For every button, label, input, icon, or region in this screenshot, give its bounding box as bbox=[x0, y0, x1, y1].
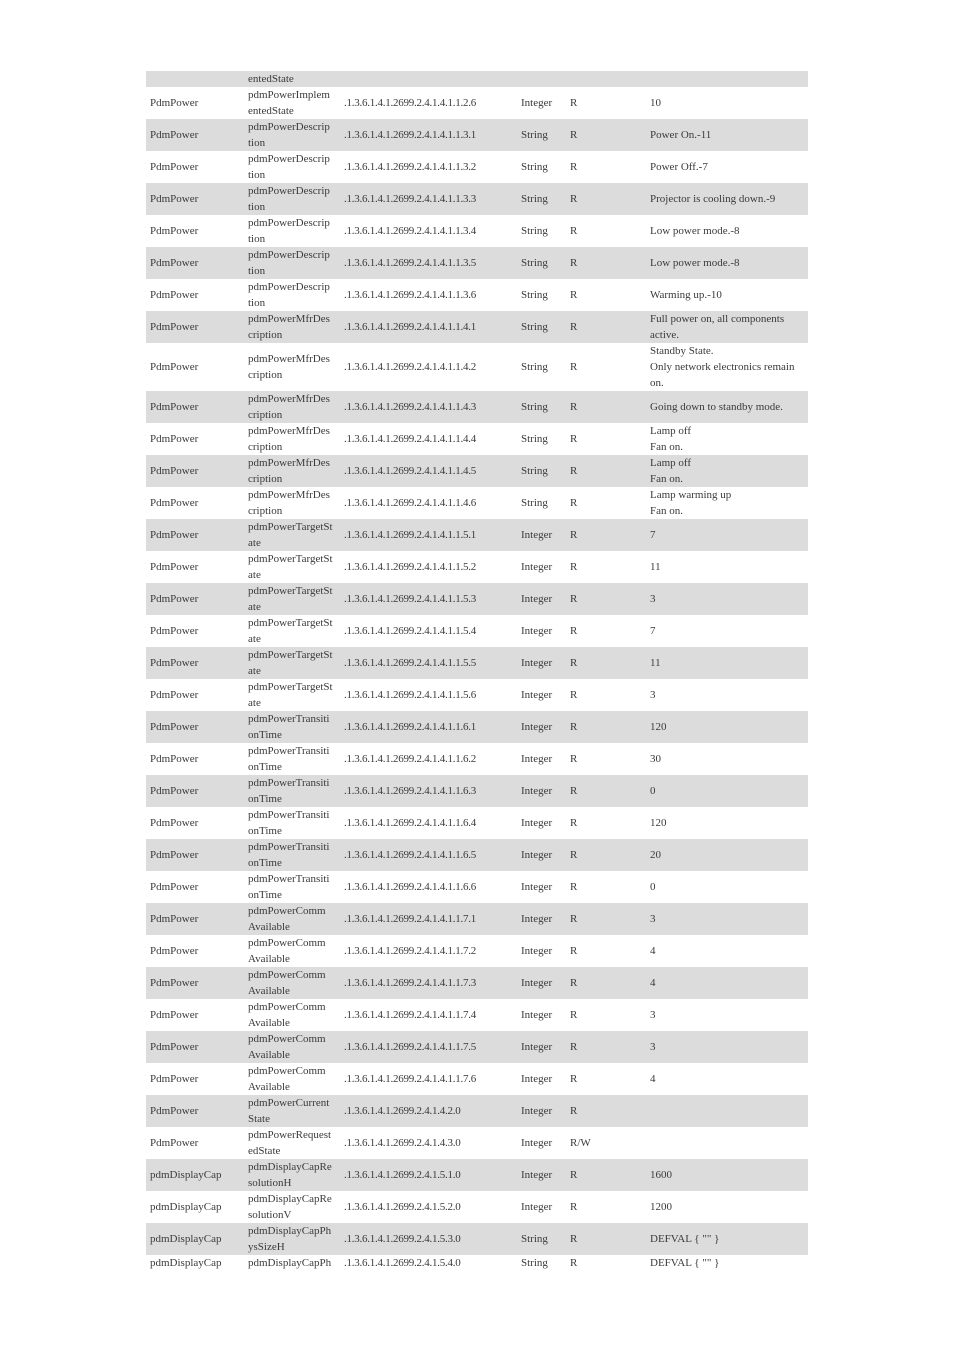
oid-cell: .1.3.6.1.4.1.2699.2.4.1.4.1.1.5.3 bbox=[340, 583, 517, 615]
type-cell: Integer bbox=[521, 1009, 553, 1021]
type-cell: Integer bbox=[521, 1073, 553, 1085]
table-row bbox=[146, 1127, 808, 1159]
oid-cell: .1.3.6.1.4.1.2699.2.4.1.4.1.1.4.5 bbox=[340, 455, 517, 487]
table-row bbox=[146, 71, 808, 87]
object-name-cell: pdmPowerTransiti onTime bbox=[248, 873, 330, 901]
group-cell: PdmPower bbox=[146, 583, 244, 615]
oid-cell: .1.3.6.1.4.1.2699.2.4.1.4.1.1.6.4 bbox=[344, 817, 476, 829]
access-cell: R bbox=[570, 753, 578, 765]
group-cell: PdmPower bbox=[146, 183, 244, 215]
oid-cell: .1.3.6.1.4.1.2699.2.4.1.4.1.1.5.1 bbox=[340, 519, 517, 551]
object-name-cell: pdmPowerRequest edState bbox=[248, 1129, 332, 1157]
value-cell: Lamp off Fan on. bbox=[646, 455, 808, 487]
value-cell: 7 bbox=[646, 519, 808, 551]
value-cell: 4 bbox=[646, 967, 808, 999]
type-cell: Integer bbox=[517, 839, 566, 871]
table-row bbox=[146, 679, 808, 711]
type-cell: String bbox=[521, 289, 548, 301]
type-cell: Integer bbox=[517, 967, 566, 999]
type-cell: String bbox=[521, 361, 548, 373]
value-cell: Low power mode.-8 bbox=[650, 225, 740, 237]
object-name-cell: pdmDisplayCapPh bbox=[248, 1257, 332, 1269]
object-name-cell: pdmPowerMfrDes cription bbox=[244, 391, 340, 423]
type-cell: Integer bbox=[521, 817, 553, 829]
group-cell: PdmPower bbox=[146, 775, 244, 807]
table-row bbox=[146, 1223, 808, 1255]
table-row bbox=[146, 279, 808, 311]
object-name-cell: pdmPowerMfrDes cription bbox=[248, 489, 330, 517]
group-cell: PdmPower bbox=[146, 119, 244, 151]
table-row bbox=[146, 343, 808, 391]
group-cell: PdmPower bbox=[150, 97, 199, 109]
access-cell: R bbox=[566, 1031, 646, 1063]
group-cell: PdmPower bbox=[150, 361, 199, 373]
access-cell: R bbox=[566, 1095, 646, 1127]
table-row bbox=[146, 311, 808, 343]
access-cell: R bbox=[570, 561, 578, 573]
group-cell: PdmPower bbox=[150, 1137, 199, 1149]
value-cell: 0 bbox=[650, 881, 656, 893]
access-cell: R bbox=[566, 839, 646, 871]
oid-cell: .1.3.6.1.4.1.2699.2.4.1.5.2.0 bbox=[344, 1201, 461, 1213]
table-row bbox=[146, 423, 808, 455]
oid-cell: .1.3.6.1.4.1.2699.2.4.1.4.1.1.4.2 bbox=[344, 361, 476, 373]
group-cell: pdmDisplayCap bbox=[150, 1201, 222, 1213]
object-name-cell: pdmPowerTransiti onTime bbox=[244, 775, 340, 807]
oid-cell: .1.3.6.1.4.1.2699.2.4.1.5.3.0 bbox=[340, 1223, 517, 1255]
table-row bbox=[146, 119, 808, 151]
object-name-cell: pdmPowerTransiti onTime bbox=[248, 745, 330, 773]
type-cell: Integer bbox=[517, 775, 566, 807]
group-cell: PdmPower bbox=[150, 689, 199, 701]
type-cell: Integer bbox=[521, 1201, 553, 1213]
type-cell bbox=[517, 71, 566, 87]
value-cell: Projector is cooling down.-9 bbox=[646, 183, 808, 215]
access-cell: R bbox=[570, 1201, 578, 1213]
type-cell: Integer bbox=[517, 647, 566, 679]
object-name-cell: pdmDisplayCapRe solutionV bbox=[248, 1193, 332, 1221]
value-cell: 0 bbox=[646, 775, 808, 807]
access-cell: R bbox=[566, 583, 646, 615]
value-cell: Warming up.-10 bbox=[650, 289, 722, 301]
access-cell: R bbox=[566, 903, 646, 935]
oid-cell: .1.3.6.1.4.1.2699.2.4.1.5.4.0 bbox=[344, 1257, 461, 1269]
object-name-cell: pdmPowerMfrDes cription bbox=[244, 311, 340, 343]
table-row bbox=[146, 903, 808, 935]
type-cell: String bbox=[521, 225, 548, 237]
access-cell: R bbox=[570, 1073, 578, 1085]
type-cell: Integer bbox=[517, 1095, 566, 1127]
group-cell: PdmPower bbox=[146, 967, 244, 999]
access-cell: R bbox=[566, 1223, 646, 1255]
group-cell: PdmPower bbox=[150, 881, 199, 893]
type-cell: Integer bbox=[517, 903, 566, 935]
value-cell: 120 bbox=[650, 817, 667, 829]
access-cell: R bbox=[570, 1009, 578, 1021]
table-row bbox=[146, 151, 808, 183]
type-cell: Integer bbox=[517, 519, 566, 551]
table-row bbox=[146, 807, 808, 839]
group-cell: PdmPower bbox=[146, 1031, 244, 1063]
access-cell: R bbox=[570, 97, 578, 109]
group-cell: PdmPower bbox=[150, 945, 199, 957]
value-cell: Lamp warming up Fan on. bbox=[650, 489, 732, 517]
access-cell: R bbox=[566, 519, 646, 551]
mib-table-body bbox=[146, 71, 808, 1271]
access-cell: R bbox=[570, 161, 578, 173]
group-cell: PdmPower bbox=[150, 497, 199, 509]
value-cell: 7 bbox=[650, 625, 656, 637]
access-cell: R bbox=[566, 455, 646, 487]
object-name-cell: pdmPowerTargetSt ate bbox=[248, 681, 333, 709]
oid-cell: .1.3.6.1.4.1.2699.2.4.1.4.1.1.6.5 bbox=[340, 839, 517, 871]
object-name-cell: entedState bbox=[244, 71, 340, 87]
access-cell: R bbox=[566, 247, 646, 279]
object-name-cell: pdmPowerTransiti onTime bbox=[244, 711, 340, 743]
table-row bbox=[146, 967, 808, 999]
object-name-cell: pdmPowerComm Available bbox=[248, 937, 326, 965]
table-row bbox=[146, 1159, 808, 1191]
object-name-cell: pdmPowerComm Available bbox=[248, 1001, 326, 1029]
value-cell: 1200 bbox=[650, 1201, 672, 1213]
value-cell: 4 bbox=[650, 945, 656, 957]
access-cell: R bbox=[570, 945, 578, 957]
oid-cell: .1.3.6.1.4.1.2699.2.4.1.5.1.0 bbox=[340, 1159, 517, 1191]
value-cell: Going down to standby mode. bbox=[646, 391, 808, 423]
table-row bbox=[146, 839, 808, 871]
object-name-cell: pdmDisplayCapPh ysSizeH bbox=[244, 1223, 340, 1255]
table-row bbox=[146, 391, 808, 423]
oid-cell: .1.3.6.1.4.1.2699.2.4.1.4.1.1.3.6 bbox=[344, 289, 476, 301]
object-name-cell: pdmPowerImplem entedState bbox=[248, 89, 330, 117]
table-row bbox=[146, 183, 808, 215]
object-name-cell: pdmPowerTransiti onTime bbox=[244, 839, 340, 871]
object-name-cell: pdmPowerDescrip tion bbox=[244, 119, 340, 151]
table-row bbox=[146, 775, 808, 807]
object-name-cell: pdmPowerMfrDes cription bbox=[244, 455, 340, 487]
group-cell: PdmPower bbox=[150, 625, 199, 637]
oid-cell: .1.3.6.1.4.1.2699.2.4.1.4.1.1.2.6 bbox=[344, 97, 476, 109]
value-cell: Low power mode.-8 bbox=[646, 247, 808, 279]
table-row bbox=[146, 583, 808, 615]
object-name-cell: pdmPowerMfrDes cription bbox=[248, 425, 330, 453]
oid-cell: .1.3.6.1.4.1.2699.2.4.1.4.1.1.6.6 bbox=[344, 881, 476, 893]
object-name-cell: pdmPowerMfrDes cription bbox=[248, 353, 330, 381]
access-cell: R bbox=[566, 311, 646, 343]
table-row bbox=[146, 1255, 808, 1271]
oid-cell: .1.3.6.1.4.1.2699.2.4.1.4.1.1.4.3 bbox=[340, 391, 517, 423]
group-cell: PdmPower bbox=[150, 289, 199, 301]
group-cell: PdmPower bbox=[146, 311, 244, 343]
oid-cell: .1.3.6.1.4.1.2699.2.4.1.4.1.1.4.1 bbox=[340, 311, 517, 343]
table-row bbox=[146, 711, 808, 743]
table-row bbox=[146, 551, 808, 583]
type-cell: Integer bbox=[517, 583, 566, 615]
value-cell: 3 bbox=[650, 1009, 656, 1021]
group-cell: PdmPower bbox=[150, 561, 199, 573]
object-name-cell: pdmPowerTargetSt ate bbox=[248, 553, 333, 581]
value-cell: Power Off.-7 bbox=[650, 161, 708, 173]
access-cell: R bbox=[566, 775, 646, 807]
type-cell: Integer bbox=[517, 711, 566, 743]
table-row bbox=[146, 615, 808, 647]
type-cell: Integer bbox=[521, 945, 553, 957]
group-cell: PdmPower bbox=[150, 161, 199, 173]
value-cell: 30 bbox=[650, 753, 661, 765]
value-cell bbox=[646, 71, 808, 87]
type-cell: String bbox=[517, 119, 566, 151]
type-cell: Integer bbox=[517, 1031, 566, 1063]
group-cell bbox=[146, 71, 244, 87]
oid-cell: .1.3.6.1.4.1.2699.2.4.1.4.1.1.7.3 bbox=[340, 967, 517, 999]
group-cell: PdmPower bbox=[146, 391, 244, 423]
type-cell: Integer bbox=[521, 1137, 553, 1149]
table-row bbox=[146, 1095, 808, 1127]
access-cell: R bbox=[566, 711, 646, 743]
group-cell: PdmPower bbox=[146, 839, 244, 871]
value-cell: Standby State. Only network electronics remain on. bbox=[650, 345, 795, 389]
group-cell: pdmDisplayCap bbox=[146, 1159, 244, 1191]
oid-cell: .1.3.6.1.4.1.2699.2.4.1.4.1.1.7.6 bbox=[344, 1073, 476, 1085]
group-cell: PdmPower bbox=[146, 711, 244, 743]
type-cell: Integer bbox=[521, 97, 553, 109]
access-cell: R bbox=[566, 391, 646, 423]
mib-object-table bbox=[146, 71, 808, 1271]
group-cell: pdmDisplayCap bbox=[150, 1257, 222, 1269]
object-name-cell: pdmPowerDescrip tion bbox=[244, 183, 340, 215]
table-row bbox=[146, 1031, 808, 1063]
oid-cell: .1.3.6.1.4.1.2699.2.4.1.4.1.1.3.3 bbox=[340, 183, 517, 215]
value-cell: Lamp off Fan on. bbox=[650, 425, 692, 453]
group-cell: PdmPower bbox=[146, 455, 244, 487]
value-cell: 3 bbox=[650, 689, 656, 701]
group-cell: PdmPower bbox=[146, 247, 244, 279]
value-cell: DEFVAL { "" } bbox=[646, 1223, 808, 1255]
oid-cell: .1.3.6.1.4.1.2699.2.4.1.4.1.1.6.1 bbox=[340, 711, 517, 743]
value-cell: 120 bbox=[646, 711, 808, 743]
oid-cell: .1.3.6.1.4.1.2699.2.4.1.4.1.1.5.4 bbox=[344, 625, 476, 637]
access-cell: R bbox=[570, 225, 578, 237]
table-row bbox=[146, 87, 808, 119]
oid-cell: .1.3.6.1.4.1.2699.2.4.1.4.1.1.7.1 bbox=[340, 903, 517, 935]
oid-cell: .1.3.6.1.4.1.2699.2.4.1.4.1.1.6.2 bbox=[344, 753, 476, 765]
oid-cell: .1.3.6.1.4.1.2699.2.4.1.4.1.1.3.4 bbox=[344, 225, 476, 237]
group-cell: PdmPower bbox=[150, 817, 199, 829]
type-cell: String bbox=[517, 311, 566, 343]
access-cell: R bbox=[570, 817, 578, 829]
oid-cell: .1.3.6.1.4.1.2699.2.4.1.4.1.1.5.2 bbox=[344, 561, 476, 573]
table-row bbox=[146, 455, 808, 487]
oid-cell: .1.3.6.1.4.1.2699.2.4.1.4.2.0 bbox=[340, 1095, 517, 1127]
type-cell: String bbox=[521, 161, 548, 173]
oid-cell: .1.3.6.1.4.1.2699.2.4.1.4.1.1.4.6 bbox=[344, 497, 476, 509]
access-cell: R bbox=[566, 967, 646, 999]
value-cell: Power On.-11 bbox=[646, 119, 808, 151]
table-row bbox=[146, 871, 808, 903]
type-cell: Integer bbox=[521, 561, 553, 573]
value-cell: 4 bbox=[650, 1073, 656, 1085]
oid-cell: .1.3.6.1.4.1.2699.2.4.1.4.1.1.3.5 bbox=[340, 247, 517, 279]
access-cell: R bbox=[566, 1159, 646, 1191]
table-row bbox=[146, 999, 808, 1031]
group-cell: PdmPower bbox=[146, 519, 244, 551]
type-cell: String bbox=[517, 247, 566, 279]
value-cell: DEFVAL { "" } bbox=[650, 1257, 720, 1269]
access-cell: R bbox=[570, 1257, 578, 1269]
oid-cell: .1.3.6.1.4.1.2699.2.4.1.4.1.1.7.2 bbox=[344, 945, 476, 957]
object-name-cell: pdmPowerTransiti onTime bbox=[248, 809, 330, 837]
value-cell bbox=[646, 1127, 808, 1159]
access-cell: R bbox=[566, 183, 646, 215]
value-cell: 11 bbox=[646, 647, 808, 679]
access-cell: R/W bbox=[570, 1137, 591, 1149]
object-name-cell: pdmPowerDescrip tion bbox=[244, 247, 340, 279]
group-cell: PdmPower bbox=[150, 1009, 199, 1021]
value-cell: 3 bbox=[646, 583, 808, 615]
object-name-cell: pdmPowerComm Available bbox=[244, 1031, 340, 1063]
object-name-cell: pdmPowerTargetSt ate bbox=[244, 519, 340, 551]
object-name-cell: pdmPowerDescrip tion bbox=[248, 217, 330, 245]
access-cell: R bbox=[570, 361, 578, 373]
type-cell: Integer bbox=[521, 753, 553, 765]
value-cell: 3 bbox=[646, 1031, 808, 1063]
object-name-cell: pdmPowerDescrip tion bbox=[248, 281, 330, 309]
object-name-cell: pdmPowerTargetSt ate bbox=[244, 583, 340, 615]
value-cell: 20 bbox=[646, 839, 808, 871]
object-name-cell: pdmPowerDescrip tion bbox=[248, 153, 330, 181]
oid-cell bbox=[340, 71, 517, 87]
type-cell: String bbox=[521, 433, 548, 445]
access-cell: R bbox=[570, 497, 578, 509]
group-cell: pdmDisplayCap bbox=[146, 1223, 244, 1255]
type-cell: Integer bbox=[521, 881, 553, 893]
table-row bbox=[146, 1063, 808, 1095]
oid-cell: .1.3.6.1.4.1.2699.2.4.1.4.1.1.7.5 bbox=[340, 1031, 517, 1063]
table-row bbox=[146, 647, 808, 679]
group-cell: PdmPower bbox=[146, 1095, 244, 1127]
type-cell: Integer bbox=[517, 1159, 566, 1191]
type-cell: String bbox=[521, 497, 548, 509]
value-cell: 3 bbox=[646, 903, 808, 935]
type-cell: Integer bbox=[521, 689, 553, 701]
group-cell: PdmPower bbox=[150, 753, 199, 765]
type-cell: String bbox=[517, 455, 566, 487]
group-cell: PdmPower bbox=[150, 1073, 199, 1085]
table-row bbox=[146, 247, 808, 279]
table-row bbox=[146, 1191, 808, 1223]
access-cell: R bbox=[570, 689, 578, 701]
value-cell: 1600 bbox=[646, 1159, 808, 1191]
object-name-cell: pdmPowerComm Available bbox=[244, 903, 340, 935]
access-cell: R bbox=[566, 119, 646, 151]
access-cell: R bbox=[570, 625, 578, 637]
table-row bbox=[146, 487, 808, 519]
type-cell: String bbox=[521, 1257, 548, 1269]
group-cell: PdmPower bbox=[150, 433, 199, 445]
oid-cell: .1.3.6.1.4.1.2699.2.4.1.4.1.1.6.3 bbox=[340, 775, 517, 807]
object-name-cell: pdmPowerComm Available bbox=[244, 967, 340, 999]
access-cell bbox=[566, 71, 646, 87]
type-cell: String bbox=[517, 183, 566, 215]
value-cell: Full power on, all components active. bbox=[646, 311, 808, 343]
oid-cell: .1.3.6.1.4.1.2699.2.4.1.4.1.1.3.1 bbox=[340, 119, 517, 151]
oid-cell: .1.3.6.1.4.1.2699.2.4.1.4.1.1.5.5 bbox=[340, 647, 517, 679]
access-cell: R bbox=[570, 433, 578, 445]
group-cell: PdmPower bbox=[146, 647, 244, 679]
type-cell: String bbox=[517, 391, 566, 423]
oid-cell: .1.3.6.1.4.1.2699.2.4.1.4.1.1.3.2 bbox=[344, 161, 476, 173]
object-name-cell: pdmPowerTargetSt ate bbox=[244, 647, 340, 679]
table-row bbox=[146, 519, 808, 551]
access-cell: R bbox=[570, 289, 578, 301]
object-name-cell: pdmPowerTargetSt ate bbox=[248, 617, 333, 645]
table-row bbox=[146, 215, 808, 247]
access-cell: R bbox=[566, 647, 646, 679]
oid-cell: .1.3.6.1.4.1.2699.2.4.1.4.1.1.4.4 bbox=[344, 433, 476, 445]
object-name-cell: pdmDisplayCapRe solutionH bbox=[244, 1159, 340, 1191]
oid-cell: .1.3.6.1.4.1.2699.2.4.1.4.1.1.5.6 bbox=[344, 689, 476, 701]
table-row bbox=[146, 743, 808, 775]
oid-cell: .1.3.6.1.4.1.2699.2.4.1.4.1.1.7.4 bbox=[344, 1009, 476, 1021]
value-cell: 11 bbox=[650, 561, 661, 573]
oid-cell: .1.3.6.1.4.1.2699.2.4.1.4.3.0 bbox=[344, 1137, 461, 1149]
type-cell: String bbox=[517, 1223, 566, 1255]
type-cell: Integer bbox=[521, 625, 553, 637]
value-cell: 10 bbox=[650, 97, 661, 109]
value-cell bbox=[646, 1095, 808, 1127]
group-cell: PdmPower bbox=[150, 225, 199, 237]
object-name-cell: pdmPowerComm Available bbox=[248, 1065, 326, 1093]
object-name-cell: pdmPowerCurrent State bbox=[244, 1095, 340, 1127]
table-row bbox=[146, 935, 808, 967]
group-cell: PdmPower bbox=[146, 903, 244, 935]
access-cell: R bbox=[570, 881, 578, 893]
